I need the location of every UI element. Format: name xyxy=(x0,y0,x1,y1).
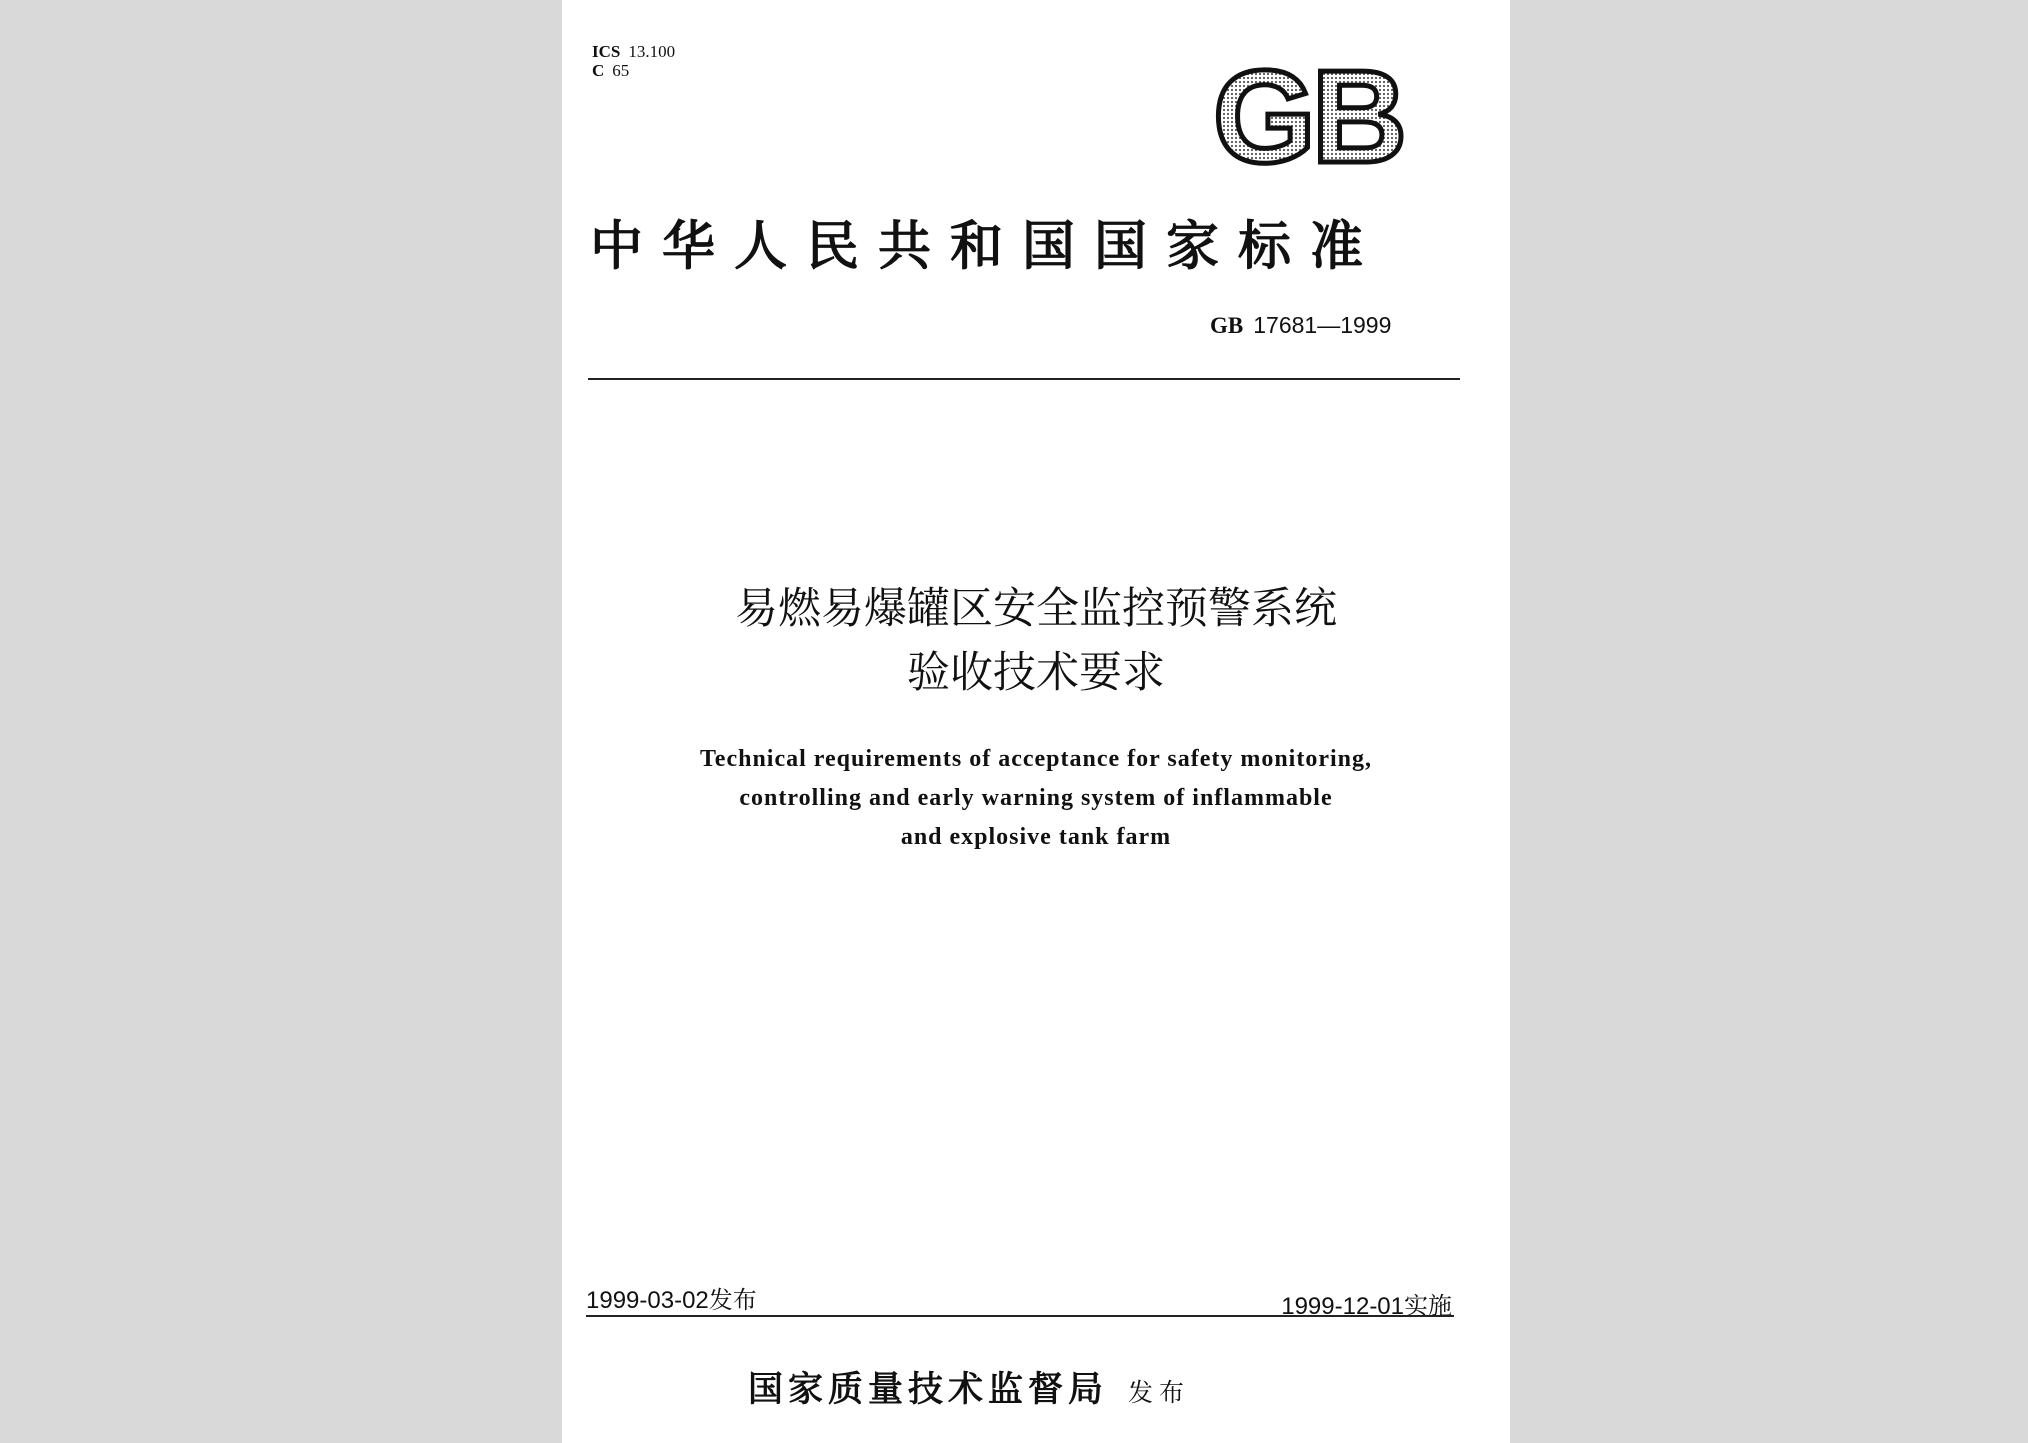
ics-value: 13.100 xyxy=(628,42,676,61)
ccs-label: C xyxy=(592,61,605,80)
chinese-title-line-2: 验收技术要求 xyxy=(907,648,1165,698)
standard-number xyxy=(1210,312,1391,339)
ics-code xyxy=(592,42,675,61)
effective-date-label: 实施 xyxy=(1404,1293,1452,1320)
ccs-value: 65 xyxy=(612,61,630,80)
document-page xyxy=(562,0,1510,1443)
english-title xyxy=(562,740,1510,857)
ccs-code xyxy=(592,61,675,80)
issue-date xyxy=(586,1280,757,1315)
gb-logo xyxy=(1198,60,1418,172)
standard-prefix: GB xyxy=(1210,313,1244,338)
classification-codes xyxy=(592,42,675,80)
english-title-line-2: controlling and early warning system of inflammable xyxy=(739,785,1333,811)
effective-date-value: 1999-12-01 xyxy=(1281,1293,1404,1320)
issue-date-value: 1999-03-02 xyxy=(586,1287,709,1314)
issue-date-label: 发布 xyxy=(708,1287,757,1314)
ics-label: ICS xyxy=(592,42,621,61)
header-divider xyxy=(588,378,1460,380)
chinese-title xyxy=(562,577,1510,705)
publisher-name: 国家质量技术监督局 xyxy=(748,1369,1109,1410)
english-title-line-1: Technical requirements of acceptance for safety monitoring, xyxy=(699,746,1373,772)
standard-number-value: 17681—1999 xyxy=(1253,312,1392,338)
publisher-action: 发布 xyxy=(1128,1378,1191,1407)
gb-logo-text: GB xyxy=(1213,60,1403,172)
chinese-title-line-1: 易燃易爆罐区安全监控预警系统 xyxy=(735,584,1337,634)
footer-divider xyxy=(586,1315,1454,1317)
national-standard-title: 中华人民共和国国家标准 xyxy=(590,215,1382,277)
publisher xyxy=(748,1362,1190,1412)
english-title-line-3: and explosive tank farm xyxy=(900,824,1172,850)
